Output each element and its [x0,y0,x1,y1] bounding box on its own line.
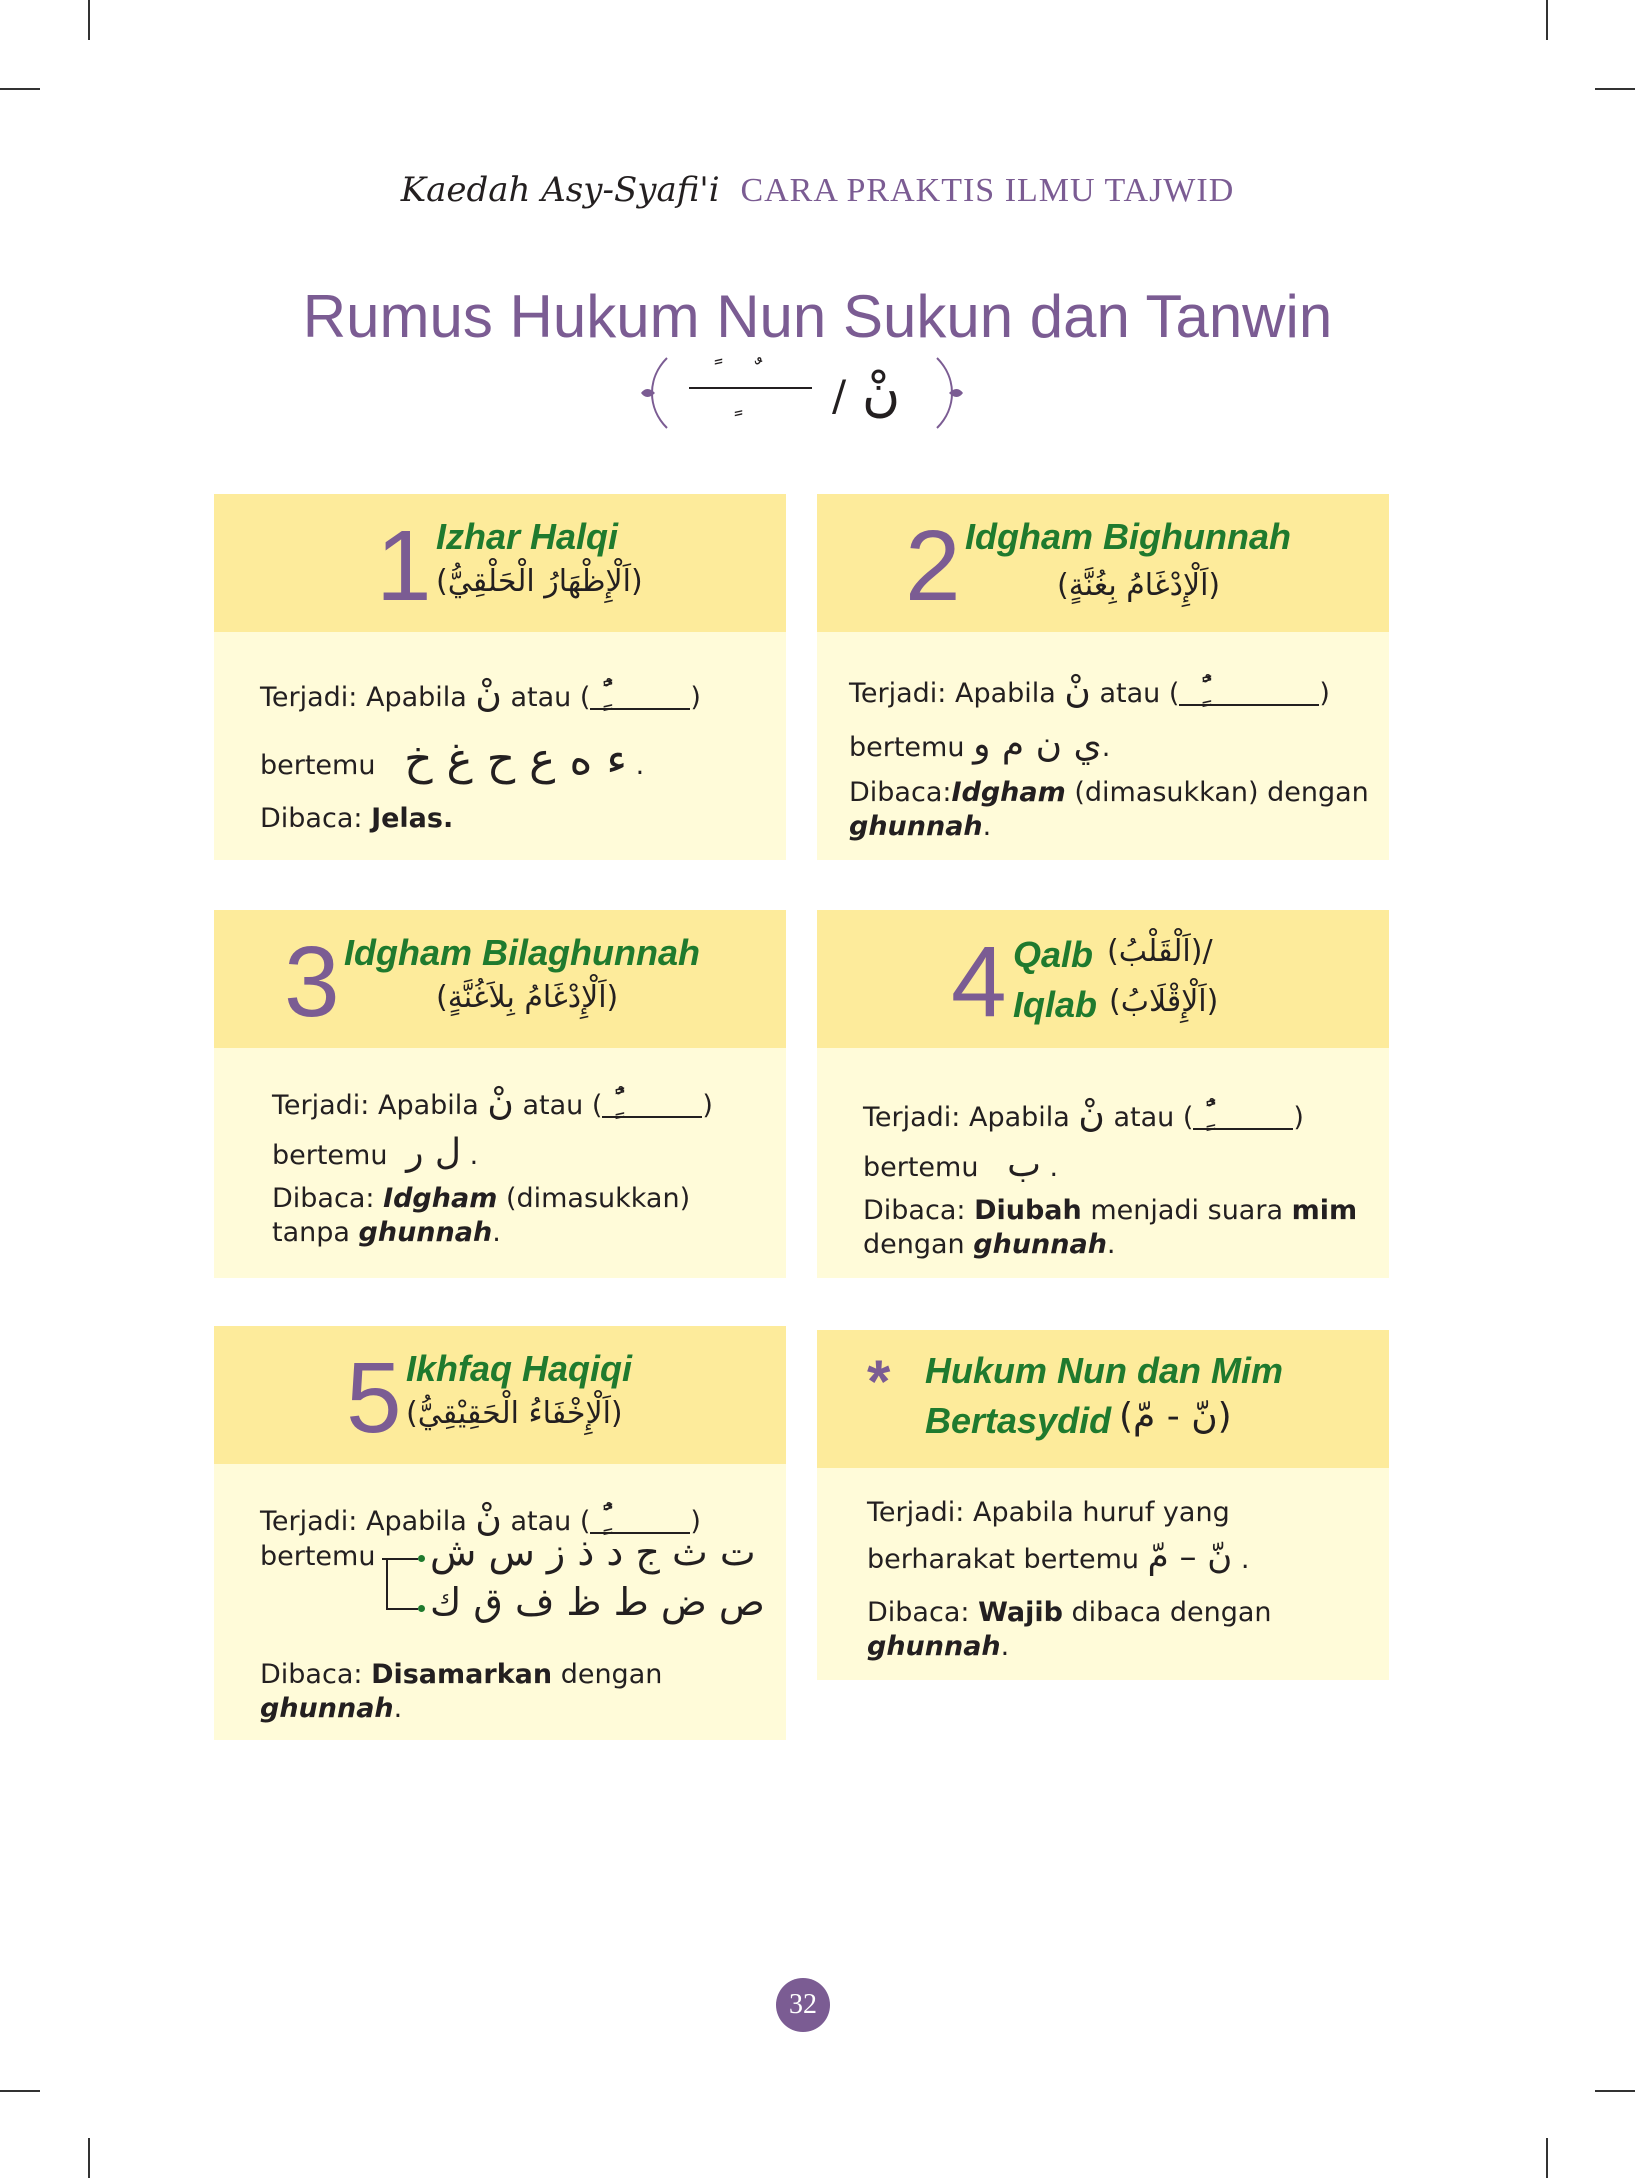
dibaca-line-2: ghunnah. [867,1631,1010,1662]
huruf-ba: ب [1007,1144,1041,1185]
dibaca-line-2: ghunnah. [260,1693,403,1724]
dibaca-line [867,1596,1272,1631]
terjadi-label: Terjadi: Apabila [272,1090,479,1121]
dibaca-ghunnah: ghunnah [358,1217,493,1248]
card-title: Idgham Bilaghunnah [344,932,700,973]
card-body [817,1048,1389,1278]
dibaca-line-2: tanpa ghunnah. [272,1217,501,1248]
dibaca-value: Disamarkan [371,1659,553,1690]
card-title-qalb: Qalb [1013,934,1094,975]
letters-end: . [1101,732,1111,763]
card-title: Izhar Halqi [436,516,619,557]
dibaca-ghunnah: ghunnah [867,1631,1001,1662]
card-title-iqlab: Iqlab [1013,984,1098,1025]
bertemu-label-line [260,1540,375,1575]
bertemu-label: bertemu [272,1140,388,1171]
nun-sukun: نْ [487,1082,514,1123]
dibaca-ghunnah: ghunnah [973,1229,1107,1260]
bracket-dot [418,1555,425,1562]
terjadi-line [849,668,1330,714]
nun-sukun: نْ [475,1498,502,1539]
terjadi-line [260,672,701,718]
huruf-ikhfa-row-1: ت ث ج د ذ ز س ش [430,1530,756,1574]
tanwin-marks [1193,1102,1293,1136]
huruf-ikhfa-row-2: ص ض ط ظ ف ق ك [430,1580,765,1624]
bracket-vertical [386,1558,388,1608]
card-header [214,494,786,632]
card-header [817,910,1389,1048]
dibaca-line [849,776,1369,811]
ornament-tanwin-mark-3 [734,410,743,417]
crop-mark [0,88,40,90]
card-number: 1 [376,510,432,622]
tanwin-marks [1179,678,1319,712]
dibaca-value: Idgham [383,1183,498,1214]
terjadi-label: Terjadi: Apabila [863,1102,1070,1133]
asterisk-icon: * [867,1348,891,1415]
card-body [214,632,786,860]
tanwin-group: ( ) [580,682,701,713]
card-body [817,632,1389,860]
dibaca-value: Jelas. [371,803,454,834]
bertemu-label: bertemu [260,1541,376,1572]
terjadi-line-2: berharakat bertemu [867,1544,1140,1575]
ornament-tanwin-mark-2 [754,356,763,365]
crop-mark [88,0,90,40]
atau-text: atau [522,1090,584,1121]
ornament-nun: نْ [862,363,901,423]
nun-sukun: نْ [1064,670,1091,711]
letters-end: . [469,1140,479,1171]
tanwin-marks [590,682,690,716]
dibaca-line-2: dengan ghunnah. [863,1229,1116,1260]
dibaca-label: Dibaca: [867,1597,970,1628]
card-arabic-title: (اَلْإِدْغَامُ بِغُنَّةٍ) [1057,568,1221,603]
card-title: Ikhfaq Haqiqi [406,1348,633,1389]
atau-text: atau [510,682,572,713]
tanwin-group: ( ) [580,1506,701,1537]
atau-text: atau [1099,678,1161,709]
dibaca-mim: mim [1291,1195,1358,1226]
card-izhar-halqi [214,494,786,860]
card-header [817,1330,1389,1468]
ornament-tanwin-mark-1 [714,358,723,365]
card-arabic-iqlab: (اَلْإِقْلَابُ) [1109,984,1219,1019]
card-arabic-qalb: (اَلْقَلْبُ)/ [1107,934,1213,969]
page-number: 32 [776,1978,830,2032]
terjadi-label: Terjadi: Apabila [260,1506,467,1537]
page-title: Rumus Hukum Nun Sukun dan Tanwin [302,283,1333,350]
dibaca-value: Idgham [951,777,1066,808]
huruf-nun-mim-tasydid: نّ – مّ [1147,1537,1233,1577]
card-header [214,1326,786,1464]
crop-mark [1546,2138,1548,2178]
card-nun-mim-bertasydid [817,1330,1389,1680]
card-body [817,1468,1389,1680]
card-arabic-title: (اَلْإِدْغَامُ بِلاَغُنَّةٍ) [436,980,619,1015]
bracket-dot [418,1605,425,1612]
bracket-bottom [386,1608,418,1610]
dibaca-line [863,1194,1357,1229]
card-header [817,494,1389,632]
card-title-line-2: Bertasydid [925,1400,1112,1441]
terjadi-label: Terjadi: Apabila [849,678,1056,709]
card-header [214,910,786,1048]
huruf-yanmu: ي ن م و [973,724,1102,765]
letters-end: . [1240,1544,1250,1575]
terjadi-label: Terjadi: Apabila [260,682,467,713]
atau-text: atau [1113,1102,1175,1133]
card-arabic-title: (نّ - مّ) [1119,1396,1232,1437]
tanwin-marks [602,1090,702,1124]
title-ornament [637,348,967,438]
bertemu-label: bertemu [863,1152,979,1183]
dibaca-tanpa: tanpa [272,1217,350,1248]
crop-mark [1595,88,1635,90]
header-script-text: Kaedah Asy-Syafi'i [400,170,720,210]
crop-mark [88,2138,90,2178]
card-number: 4 [951,926,1007,1038]
dibaca-label: Dibaca: [260,1659,363,1690]
dibaca-value: Wajib [978,1597,1063,1628]
dibaca-value: Diubah [974,1195,1082,1226]
terjadi-line: Terjadi: Apabila huruf yang [867,1497,1230,1528]
dibaca-label: Dibaca: [863,1195,966,1226]
dibaca-rest: (dimasukkan) dengan [1074,777,1369,808]
huruf-halqi: ء ه ع ح غ خ [404,734,628,785]
dibaca-line-2: ghunnah. [849,811,992,842]
bertemu-label: bertemu [260,750,376,781]
terjadi-line [863,1092,1304,1138]
letters-end: . [1049,1152,1059,1183]
dibaca-rest: (dimasukkan) [505,1183,691,1214]
dibaca-line [260,802,453,837]
nun-sukun: نْ [1078,1094,1105,1135]
card-number: 5 [346,1342,402,1454]
dibaca-label: Dibaca: [260,803,363,834]
header-caps-text: CARA PRAKTIS ILMU TAJWID [740,172,1235,209]
bertemu-line [867,1536,1249,1580]
card-number: 3 [284,926,340,1038]
terjadi-line [272,1080,713,1126]
dibaca-dengan: dengan [863,1229,965,1260]
letters-end: . [635,750,645,781]
running-header [0,170,1635,210]
dibaca-line [272,1182,690,1217]
ornament-separator: / [832,371,847,420]
dibaca-rest: dibaca dengan [1071,1597,1272,1628]
card-number: 2 [905,510,961,622]
dibaca-ghunnah: ghunnah [849,811,983,842]
bertemu-line [272,1130,478,1176]
crop-mark [1546,0,1548,40]
card-body [214,1048,786,1278]
dibaca-ghunnah: ghunnah [260,1693,394,1724]
dibaca-label: Dibaca: [272,1183,375,1214]
crop-mark [0,2090,40,2092]
dibaca-rest: menjadi suara [1090,1195,1283,1226]
card-arabic-title: (اَلْإِظْهَارُ الْحَلْقِيُّ) [436,564,643,599]
card-title: Hukum Nun dan Mim [925,1350,1283,1391]
dibaca-line [260,1658,662,1693]
atau-text: atau [510,1506,572,1537]
crop-mark [1595,2090,1635,2092]
nun-sukun: نْ [475,674,502,715]
card-body [214,1464,786,1740]
tanwin-group: ( ) [592,1090,713,1121]
card-idgham-bighunnah [817,494,1389,860]
card-arabic-title: (اَلْإِخْفَاءُ الْحَقِيْقِيُّ) [406,1396,623,1431]
card-iqlab [817,910,1389,1278]
bertemu-line [863,1142,1058,1188]
dibaca-rest: dengan [560,1659,663,1690]
dibaca-label: Dibaca: [849,777,952,808]
card-ikhfaq-haqiqi [214,1326,786,1740]
card-idgham-bilaghunnah [214,910,786,1278]
bertemu-line [260,732,644,788]
tanwin-group: ( ) [1183,1102,1304,1133]
huruf-lam-ra: ل ر [406,1132,462,1173]
tanwin-group: ( ) [1169,678,1330,709]
card-title: Idgham Bighunnah [965,516,1291,557]
bertemu-line [849,722,1110,768]
bertemu-label: bertemu [849,732,965,763]
